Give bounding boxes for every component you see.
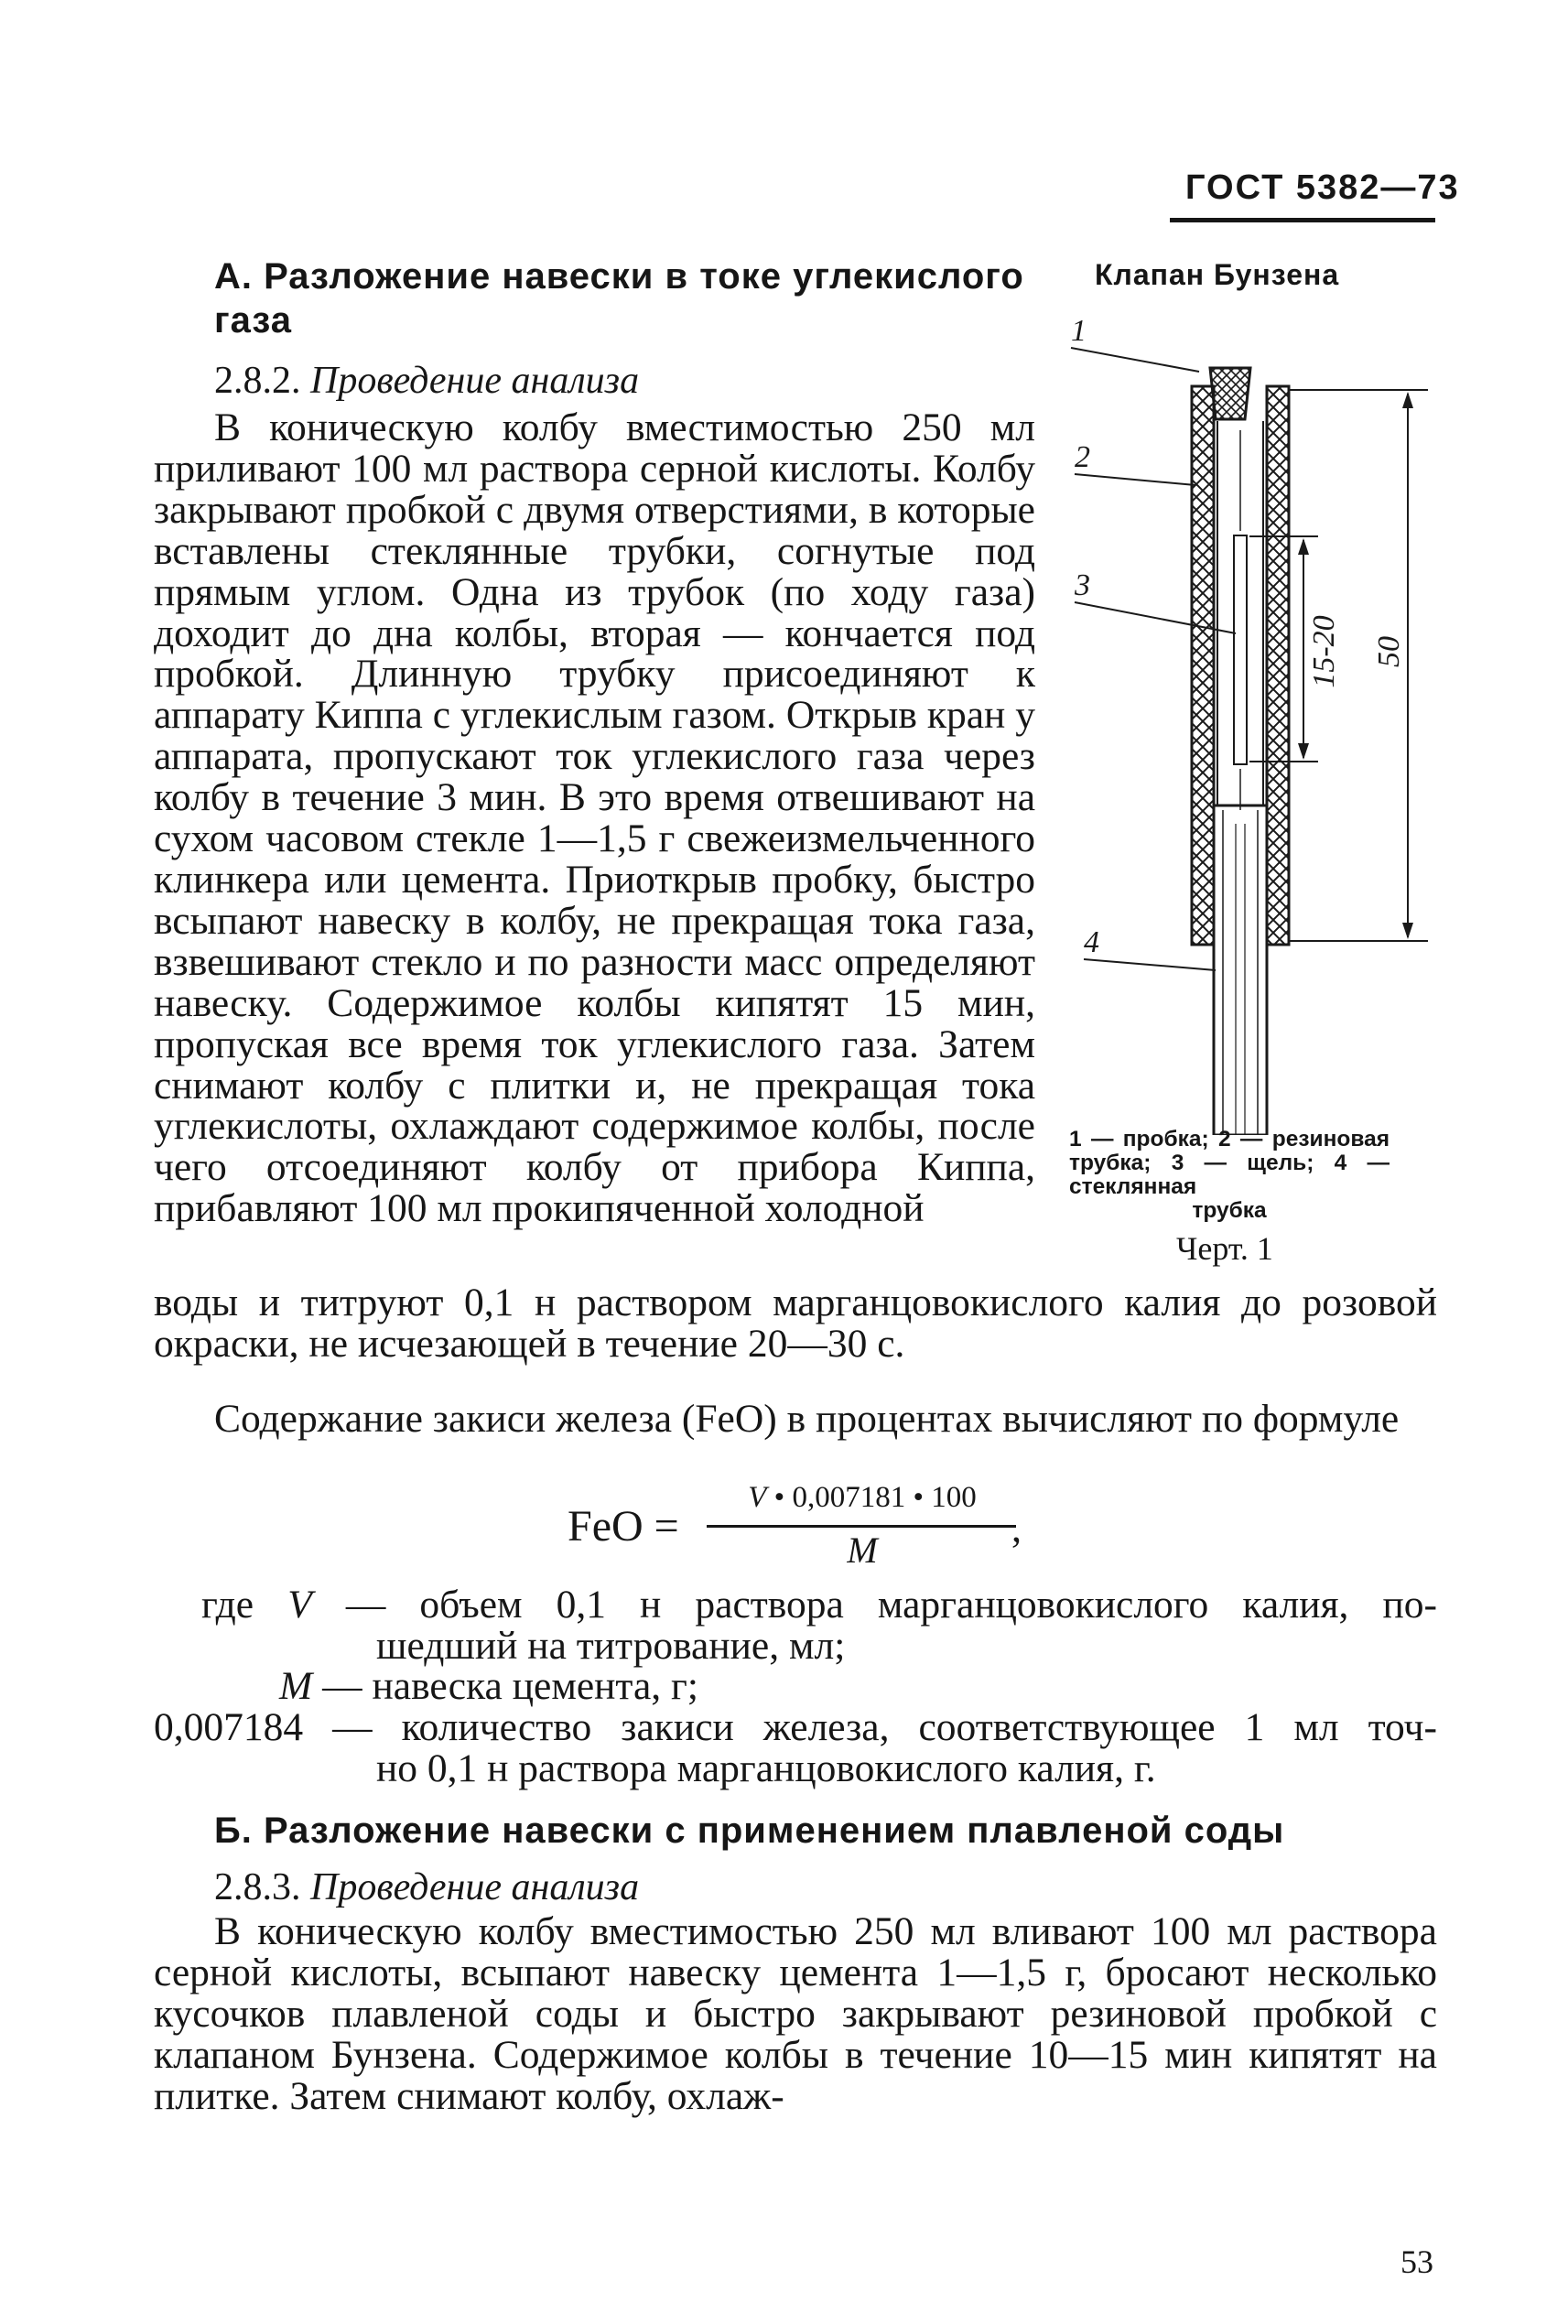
subsection-title: Проведение анализа xyxy=(310,1866,640,1908)
definition-coef: 0,007184 — количество закиси железа, соответствующее 1 мл точ- xyxy=(154,1705,1437,1749)
figure-label-1: 1 xyxy=(1071,314,1087,348)
definition-coef-cont: но 0,1 н раствора марганцовокислого калия, г. xyxy=(376,1746,1156,1790)
section-a-paragraph-end: воды и титруют 0,1 н раствором марганцовокислого калия до розовой окраски, не исчезающей в течение 20—30 с. xyxy=(154,1281,1437,1366)
formula-numerator-rest: • 0,007181 • 100 xyxy=(766,1481,977,1514)
subsection-2-8-3 xyxy=(214,1865,639,1909)
feo-formula xyxy=(568,1481,1062,1591)
page-number: 53 xyxy=(1400,2243,1433,2280)
figure-label-2: 2 xyxy=(1075,440,1090,474)
subsection-2-8-2 xyxy=(214,359,639,403)
figure-title: Клапан Бунзена xyxy=(1095,258,1340,291)
slit xyxy=(1234,535,1247,764)
formula-comma: , xyxy=(1011,1506,1022,1551)
dimension-15-20-label: 15-20 xyxy=(1307,615,1341,688)
figure-caption-text: 1 — пробка; 2 — резиновая трубка; 3 — щель; 4 — стеклянная xyxy=(1069,1127,1390,1199)
fraction-bar xyxy=(707,1525,1016,1528)
header-rule xyxy=(1170,218,1435,222)
figure-label-4: 4 xyxy=(1084,925,1099,959)
rubber-tube-wall-right xyxy=(1267,386,1289,945)
figure-label-3: 3 xyxy=(1075,568,1090,602)
bunsen-valve-drawing xyxy=(1062,311,1446,1135)
formula-numerator xyxy=(707,1481,1018,1515)
glass-tube xyxy=(1214,805,1267,1135)
figure-caption xyxy=(1069,1128,1390,1223)
rubber-tube-wall-left xyxy=(1192,386,1214,945)
subsection-title: Проведение анализа xyxy=(310,360,640,402)
section-a-title: А. Разложение навески в токе углекислого газа xyxy=(214,256,1024,340)
formula-intro: Содержание закиси железа (FeO) в процентах вычисляют по формуле xyxy=(214,1397,1400,1441)
dimension-50-label: 50 xyxy=(1372,636,1406,667)
stopper-shape xyxy=(1210,368,1250,419)
figure-caption-end: трубка xyxy=(1192,1198,1267,1223)
definition-v: где V — объем 0,1 н раствора марганцовокислого калия, по- xyxy=(201,1583,1437,1627)
section-b-paragraph: В коническую колбу вместимостью 250 мл вливают 100 мл раствора серной кислоты, всыпают навеску цемента 1—1,5 г, бросают несколько кусочков плавленой соды и быстро закрывают резиновой пробкой с клапаном Бунзена. Содержимое колбы в течение 10—15 мин кипятят на плитке. Затем снимают колбу, охлаж- xyxy=(154,1909,1437,2118)
standard-number: ГОСТ 5382—73 xyxy=(1185,168,1460,207)
formula-lhs: FeO = xyxy=(568,1502,679,1551)
section-a-paragraph: В коническую колбу вместимостью 250 мл приливают 100 мл раствора серной кислоты. Колбу закрывают пробкой с двумя отверстиями, в которые вставлены стеклянные трубки, согнутые под прямым углом. Одна из трубок (по ходу газа) доходит до дна колбы, вторая — кончается под пробкой. Длинную трубку присоединяют к аппарату Киппа с углекислым газом. Открыв кран у аппарата, пропускают ток углекислого газа через колбу в течение 3 мин. В это время отвешивают на сухом часовом стекле 1—1,5 г свежеизмельченного клинкера или цемента. Приоткрыв пробку, быстро всыпают навеску в колбу, не прекращая тока газа, взвешивают стекло и по разности масс определяют навеску. Содержимое колбы кипятят 15 мин, пропуская все время ток углекислого газа. Затем снимают колбу с плитки и, не прекращая тока углекислоты, охлаждают содержимое колбы, после чего отсоединяют колбу от прибора Киппа, прибавляют 100 мл прокипяченной холодной xyxy=(154,405,1035,1231)
figure-name: Черт. 1 xyxy=(1176,1230,1273,1267)
definition-m: M — навеска цемента, г; xyxy=(279,1664,698,1708)
subsection-number: 2.8.2. xyxy=(214,360,301,402)
section-b-title: Б. Разложение навески с применением плавленой соды xyxy=(214,1811,1285,1851)
definition-v-cont: шедший на титрование, мл; xyxy=(376,1624,846,1668)
subsection-number: 2.8.3. xyxy=(214,1866,301,1908)
formula-var-v: V xyxy=(748,1481,767,1514)
formula-denominator: M xyxy=(847,1530,878,1571)
